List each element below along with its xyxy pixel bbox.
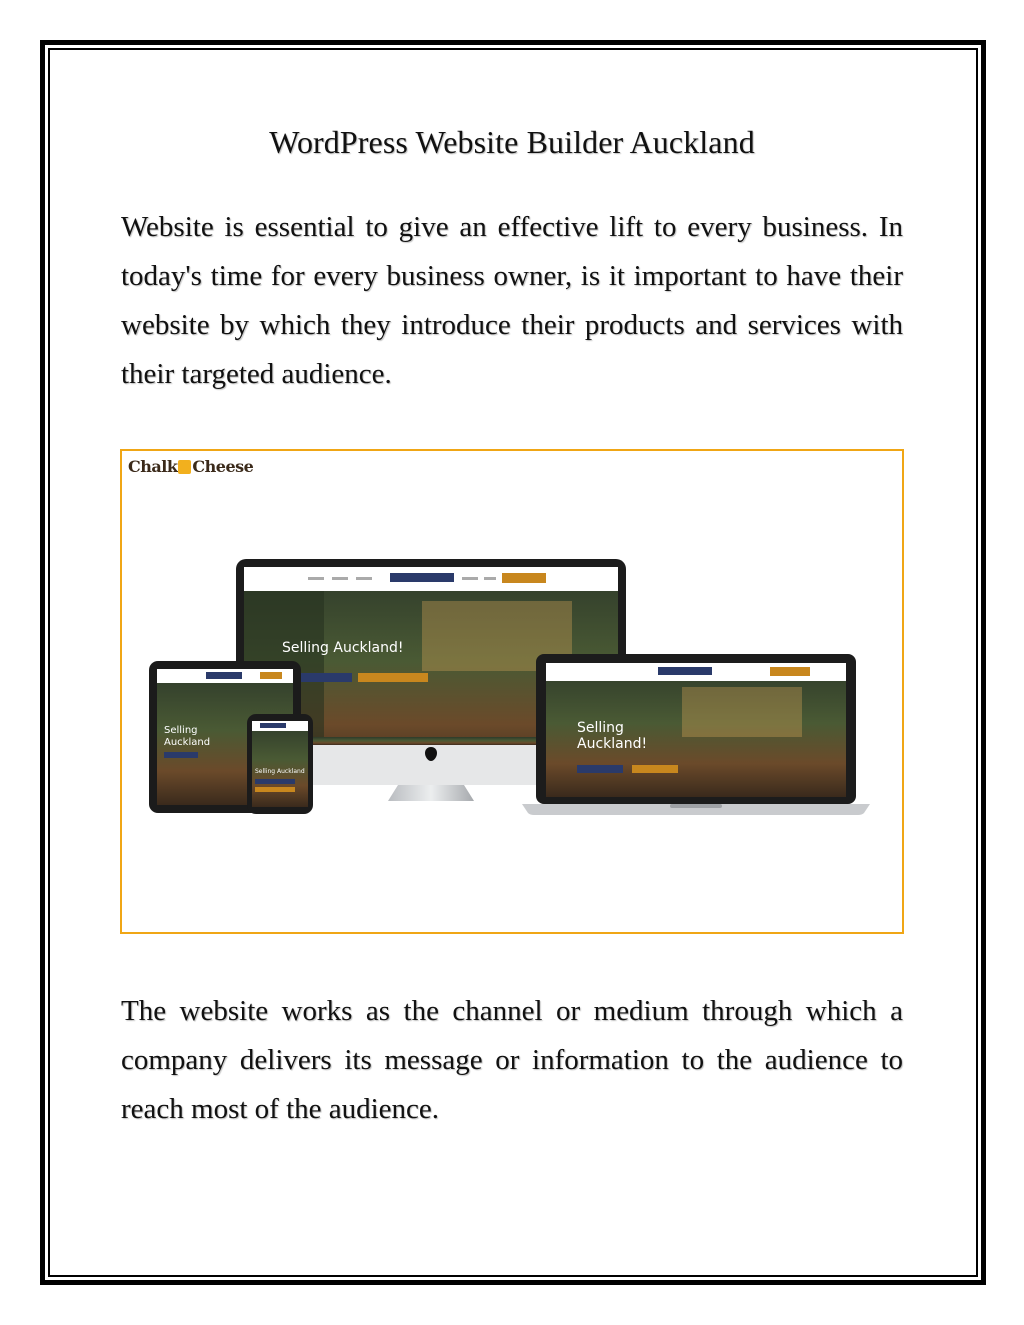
laptop-hero-line1: Selling (577, 720, 624, 736)
devices-illustration (122, 451, 902, 932)
laptop (522, 654, 870, 815)
tablet-hero-line2: Auckland (164, 737, 211, 748)
page-title: WordPress Website Builder Auckland (269, 124, 755, 160)
laptop-hero-line2: Auckland! (577, 736, 648, 752)
intro-paragraph: Website is essential to give an effective lift to every business. In today's time for every business owner, is it important to have their website by which they introduce their products and services with their targeted audience. (121, 211, 903, 390)
logo-text-chalk: Chalk (128, 457, 178, 476)
responsive-devices-image (120, 449, 904, 934)
desktop-hero-text: Selling Auckland! (282, 640, 404, 656)
phone (247, 714, 313, 814)
phone-hero-text: Selling Auckland (255, 768, 305, 775)
tablet-hero-line1: Selling (164, 725, 198, 736)
closing-paragraph: The website works as the channel or medium through which a company delivers its message or information to the audience to reach most of the audience. (121, 995, 903, 1125)
logo-text-cheese: Cheese (192, 457, 254, 476)
